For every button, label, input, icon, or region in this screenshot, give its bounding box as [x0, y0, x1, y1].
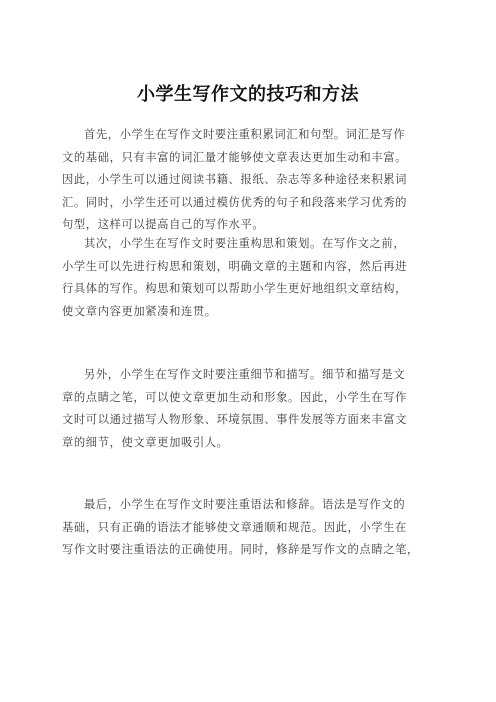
paragraph-line: 使文章内容更加紧凑和连贯。 [62, 304, 217, 318]
paragraph-line: 文时可以通过描写人物形象、环境氛围、事件发展等方面来丰富文 [62, 413, 408, 426]
paragraph-1 [62, 124, 442, 237]
paragraph-line: 汇。同时，小学生还可以通过模仿优秀的句子和段落来学习优秀的 [62, 195, 408, 209]
paragraph-line: 文的基础，只有丰富的词汇量才能够使文章表达更加生动和丰富。 [62, 150, 408, 164]
paragraph-3 [62, 364, 442, 454]
paragraph-line: 首先，小学生在写作文时要注重积累词汇和句型。词汇是写作 [84, 128, 406, 141]
paragraph-line: 小学生可以先进行构思和策划，明确文章的主题和内容，然后再进 [62, 259, 408, 273]
paragraph-line: 另外，小学生在写作文时要注重细节和描写。细节和描写是文 [84, 368, 406, 381]
paragraph-line: 章的点睛之笔，可以使文章更加生动和形象。因此，小学生在写作 [62, 390, 408, 404]
paragraph-line: 最后，小学生在写作文时要注重语法和修辞。语法是写作文的 [84, 498, 406, 511]
paragraph-line: 章的细节，使文章更加吸引人。 [62, 435, 229, 449]
document-title: 小学生写作文的技巧和方法 [137, 84, 359, 105]
paragraph-line: 因此，小学生可以通过阅读书籍、报纸、杂志等多种途径来积累词 [62, 173, 408, 186]
paragraph-line: 基础，只有正确的语法才能够使文章通顺和规范。因此，小学生在 [62, 520, 408, 534]
paragraph-4 [62, 494, 442, 562]
paragraph-line: 句型，这样可以提高自己的写作水平。 [62, 218, 265, 231]
paragraph-line: 行具体的写作。构思和策划可以帮助小学生更好地组织文章结构， [62, 282, 408, 295]
paragraph-line: 写作文时要注重语法的正确使用。同时，修辞是写作文的点睛之笔， [62, 543, 419, 556]
paragraph-2 [62, 233, 442, 323]
paragraph-line: 其次，小学生在写作文时要注重构思和策划。在写作文之前， [84, 237, 406, 250]
